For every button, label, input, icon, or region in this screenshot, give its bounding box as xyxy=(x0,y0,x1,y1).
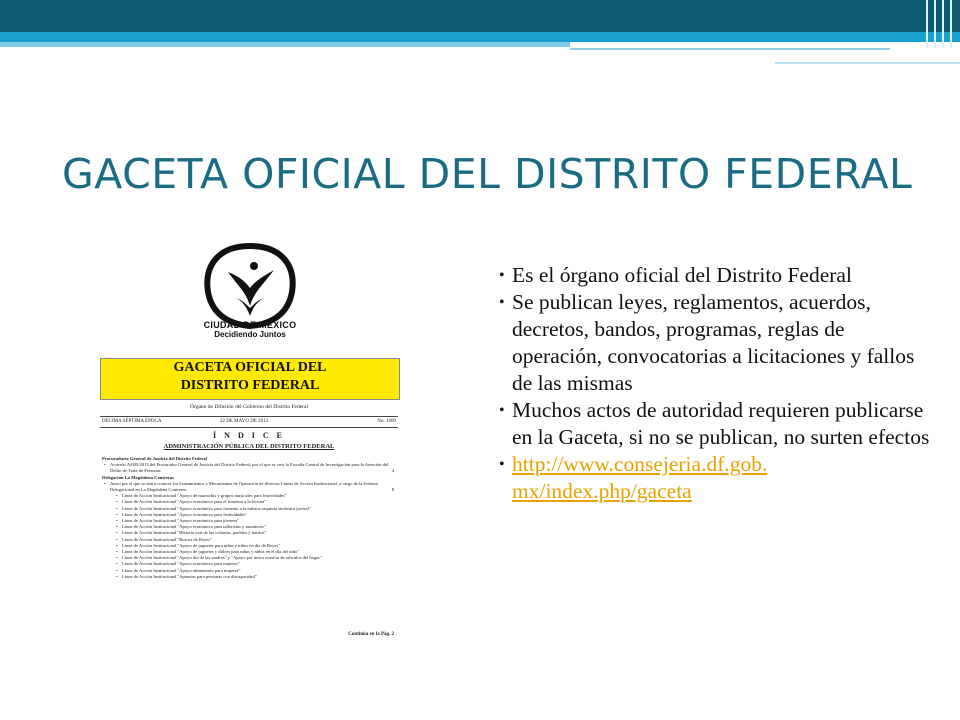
list-item: • Muchos actos de autoridad requieren publicarse en la Gaceta, si no se publican, no surten efectos xyxy=(510,397,930,451)
list-item-link xyxy=(510,451,930,505)
admin-heading: ADMINISTRACIÓN PÚBLICA DEL DISTRITO FEDERAL xyxy=(163,443,335,450)
index-heading: Í N D I C E xyxy=(213,431,285,440)
bullet-list xyxy=(510,262,930,505)
header-bar-mid xyxy=(0,32,960,42)
gaceta-banner: GACETA OFICIAL DEL DISTRITO FEDERAL xyxy=(100,358,400,400)
list-item: • Se publican leyes, reglamentos, acuerdos, decretos, bandos, programas, reglas de operación, convocatorias a licitaciones y fallos de las mismas xyxy=(510,289,930,397)
gaceta-document-image xyxy=(100,240,400,650)
header-bar-light xyxy=(0,42,570,47)
cdmx-logo-text: CIUDAD DE MÉXICO Decidiendo Juntos xyxy=(203,320,297,339)
header-line-1 xyxy=(570,48,890,50)
issue-info-row: DÉCIMA SÉPTIMA ÉPOCA 22 DE MAYO DE 2013 No. 1609 xyxy=(100,416,398,428)
table-of-contents: Procuraduría General de Justicia del Distrito Federal • Acuerdo A/005/2013 del Procurador General de Justicia del Distrito Federal, por el que se crea la Fiscalía Central de Investigación para la Atención del Delito de Trata de Personas 4 Delegación La Magdalena Contreras • Aviso por el que se dan a conocer los Lineamientos y Mecanismos de Operación de diversas Líneas de Acción Institucional, a cargo de la Jefatura Delegacional en La Magdalena Contreras 8 • Línea de Acción Institucional "Apoyo de mariachis y grupos musicales para festividades" • Línea de Acción Institucional "Apoyo económico para el fomento a la lectura" • Línea de Acción Institucional "Apoyo económico para fomento a la música orquesta sinfónica juvenil" • Línea de Acción Institucional "Apoyo económico para festividades" • Línea de Acción Institucional "Apoyo económico para jóvenes" • Línea de Acción Institucional "Apoyo económico para talleristas y monitores" • Línea de Acción Institucional "Historia oral de las colonias, pueblos y barrios" • Línea de Acción Institucional "Roscas de Reyes" • Línea de Acción Institucional "Apoyo de juguetes para niñas y niños en día de Reyes" • Línea de Acción Institucional "Apoyo de juguetes y dulces para niñas y niños en el día del niño" • Línea de Acción Institucional "Apoyo día de las madres" y "Apoyo por única ocasión de artículos del hogar" • Línea de Acción Institucional "Apoyo económico para mujeres" • Línea de Acción Institucional "Apoyo alimentario para mujeres" • Línea de Acción Institucional "Aparatos para personas con discapacidad" xyxy=(102,456,396,580)
list-item: • Es el órgano oficial del Distrito Federal xyxy=(510,262,930,289)
header-bar-dark xyxy=(0,0,960,32)
header-edge-lines xyxy=(920,0,960,48)
gaceta-link[interactable]: http://www.consejeria.df.gob. mx/index.php/gaceta xyxy=(512,452,768,503)
continued-note: Continúa en la Pág. 2 xyxy=(348,632,394,637)
slide-title: GACETA OFICIAL DEL DISTRITO FEDERAL xyxy=(62,150,913,198)
document-subtitle: Órgano de Difusión del Gobierno del Distrito Federal xyxy=(190,404,308,410)
header-line-2 xyxy=(775,62,960,64)
